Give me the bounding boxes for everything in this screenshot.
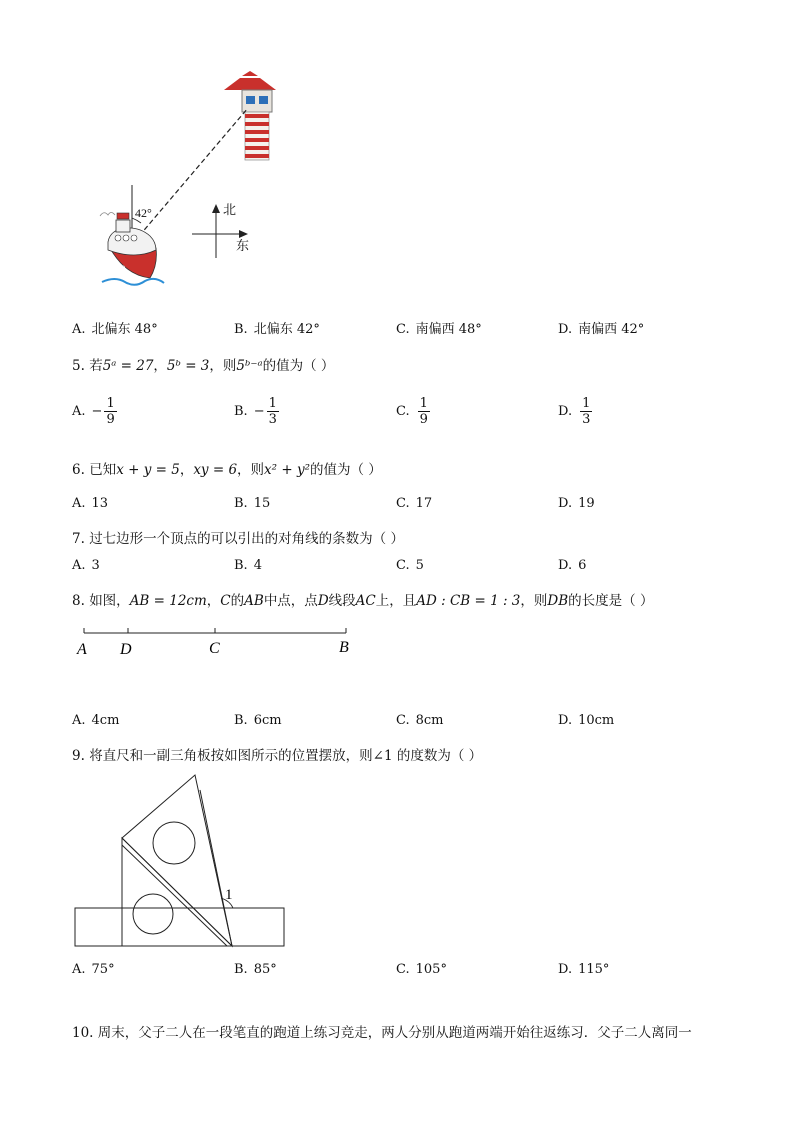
ruler bbox=[75, 908, 284, 946]
q9-option-a[interactable]: A. 75° bbox=[72, 962, 115, 977]
q7-option-d[interactable]: D. 6 bbox=[558, 558, 587, 573]
compass bbox=[190, 200, 260, 265]
point-c-label: C bbox=[209, 640, 220, 657]
east-label: 东 bbox=[236, 238, 250, 253]
q5-option-b[interactable]: B. − $\frac{1}{3}$ bbox=[234, 396, 277, 427]
angle-1-label: 1 bbox=[225, 887, 233, 903]
q7-stem: 7. 过七边形一个顶点的可以引出的对角线的条数为（ ） bbox=[72, 531, 404, 547]
east-arrow-icon bbox=[239, 230, 248, 238]
q5-option-c[interactable]: C. $\frac{1}{9}$ bbox=[396, 396, 428, 427]
triangle-45 bbox=[122, 838, 232, 946]
q4-option-a[interactable]: A. 北偏东 48° bbox=[72, 322, 158, 337]
q9-option-c[interactable]: C. 105° bbox=[396, 962, 447, 977]
q4-option-b[interactable]: B. 北偏东 42° bbox=[234, 322, 320, 337]
triangle-hole-bottom bbox=[133, 894, 173, 934]
q6-option-d[interactable]: D. 19 bbox=[558, 496, 595, 511]
q8-option-a[interactable]: A. 4cm bbox=[72, 713, 120, 728]
q9-figure bbox=[70, 770, 292, 955]
q5-options bbox=[72, 396, 772, 436]
lighthouse-icon bbox=[224, 71, 276, 160]
q4-option-c[interactable]: C. 南偏西 48° bbox=[396, 322, 482, 337]
q8-figure bbox=[70, 620, 370, 662]
q9-option-d[interactable]: D. 115° bbox=[558, 962, 610, 977]
q6-option-c[interactable]: C. 17 bbox=[396, 496, 433, 511]
q6-option-a[interactable]: A. 13 bbox=[72, 496, 109, 511]
q5-option-d[interactable]: D. $\frac{1}{3}$ bbox=[558, 396, 591, 427]
q9-option-b[interactable]: B. 85° bbox=[234, 962, 277, 977]
q8-option-d[interactable]: D. 10cm bbox=[558, 713, 615, 728]
q8-option-c[interactable]: C. 8cm bbox=[396, 713, 444, 728]
q4-option-d[interactable]: D. 南偏西 42° bbox=[558, 322, 645, 337]
q7-option-c[interactable]: C. 5 bbox=[396, 558, 424, 573]
q4-options bbox=[72, 318, 772, 338]
q9-stem: 9. 将直尺和一副三角板按如图所示的位置摆放，则∠1 的度数为（ ） bbox=[72, 748, 483, 764]
q7-option-b[interactable]: B. 4 bbox=[234, 558, 262, 573]
q7-option-a[interactable]: A. 3 bbox=[72, 558, 100, 573]
north-label: 北 bbox=[223, 202, 237, 217]
q6-options bbox=[72, 496, 772, 516]
ship-text: 100 bbox=[112, 264, 126, 274]
point-d-label: D bbox=[120, 641, 132, 658]
q8-option-b[interactable]: B. 6cm bbox=[234, 713, 282, 728]
q10-stem: 10. 周末，父子二人在一段笔直的跑道上练习竞走，两人分别从跑道两端开始往返练习．父子二人离同一 bbox=[72, 1025, 692, 1041]
point-a-label: A bbox=[77, 641, 87, 658]
q4-figure bbox=[80, 70, 280, 300]
q9-options bbox=[72, 962, 772, 982]
q8-stem: 8. 如图，AB = 12cm，C的AB中点，点D线段AC上，且AD : CB = 1 : 3，则DB的长度是（ ） bbox=[72, 593, 654, 609]
q8-options bbox=[72, 713, 772, 733]
q6-stem: 6. 已知x + y = 5，xy = 6，则x² + y²的值为（ ） bbox=[72, 462, 382, 478]
point-b-label: B bbox=[339, 639, 349, 656]
north-arrow-icon bbox=[212, 204, 220, 213]
triangle-hole-top bbox=[153, 822, 195, 864]
q7-options bbox=[72, 558, 772, 578]
q5-option-a[interactable]: A. − $\frac{1}{9}$ bbox=[72, 396, 115, 427]
angle-42-label: 42° bbox=[135, 206, 152, 220]
q5-stem: 5. 若5ᵃ = 27，5ᵇ = 3，则5ᵇ⁻ᵃ的值为（ ） bbox=[72, 358, 335, 374]
q6-option-b[interactable]: B. 15 bbox=[234, 496, 271, 511]
